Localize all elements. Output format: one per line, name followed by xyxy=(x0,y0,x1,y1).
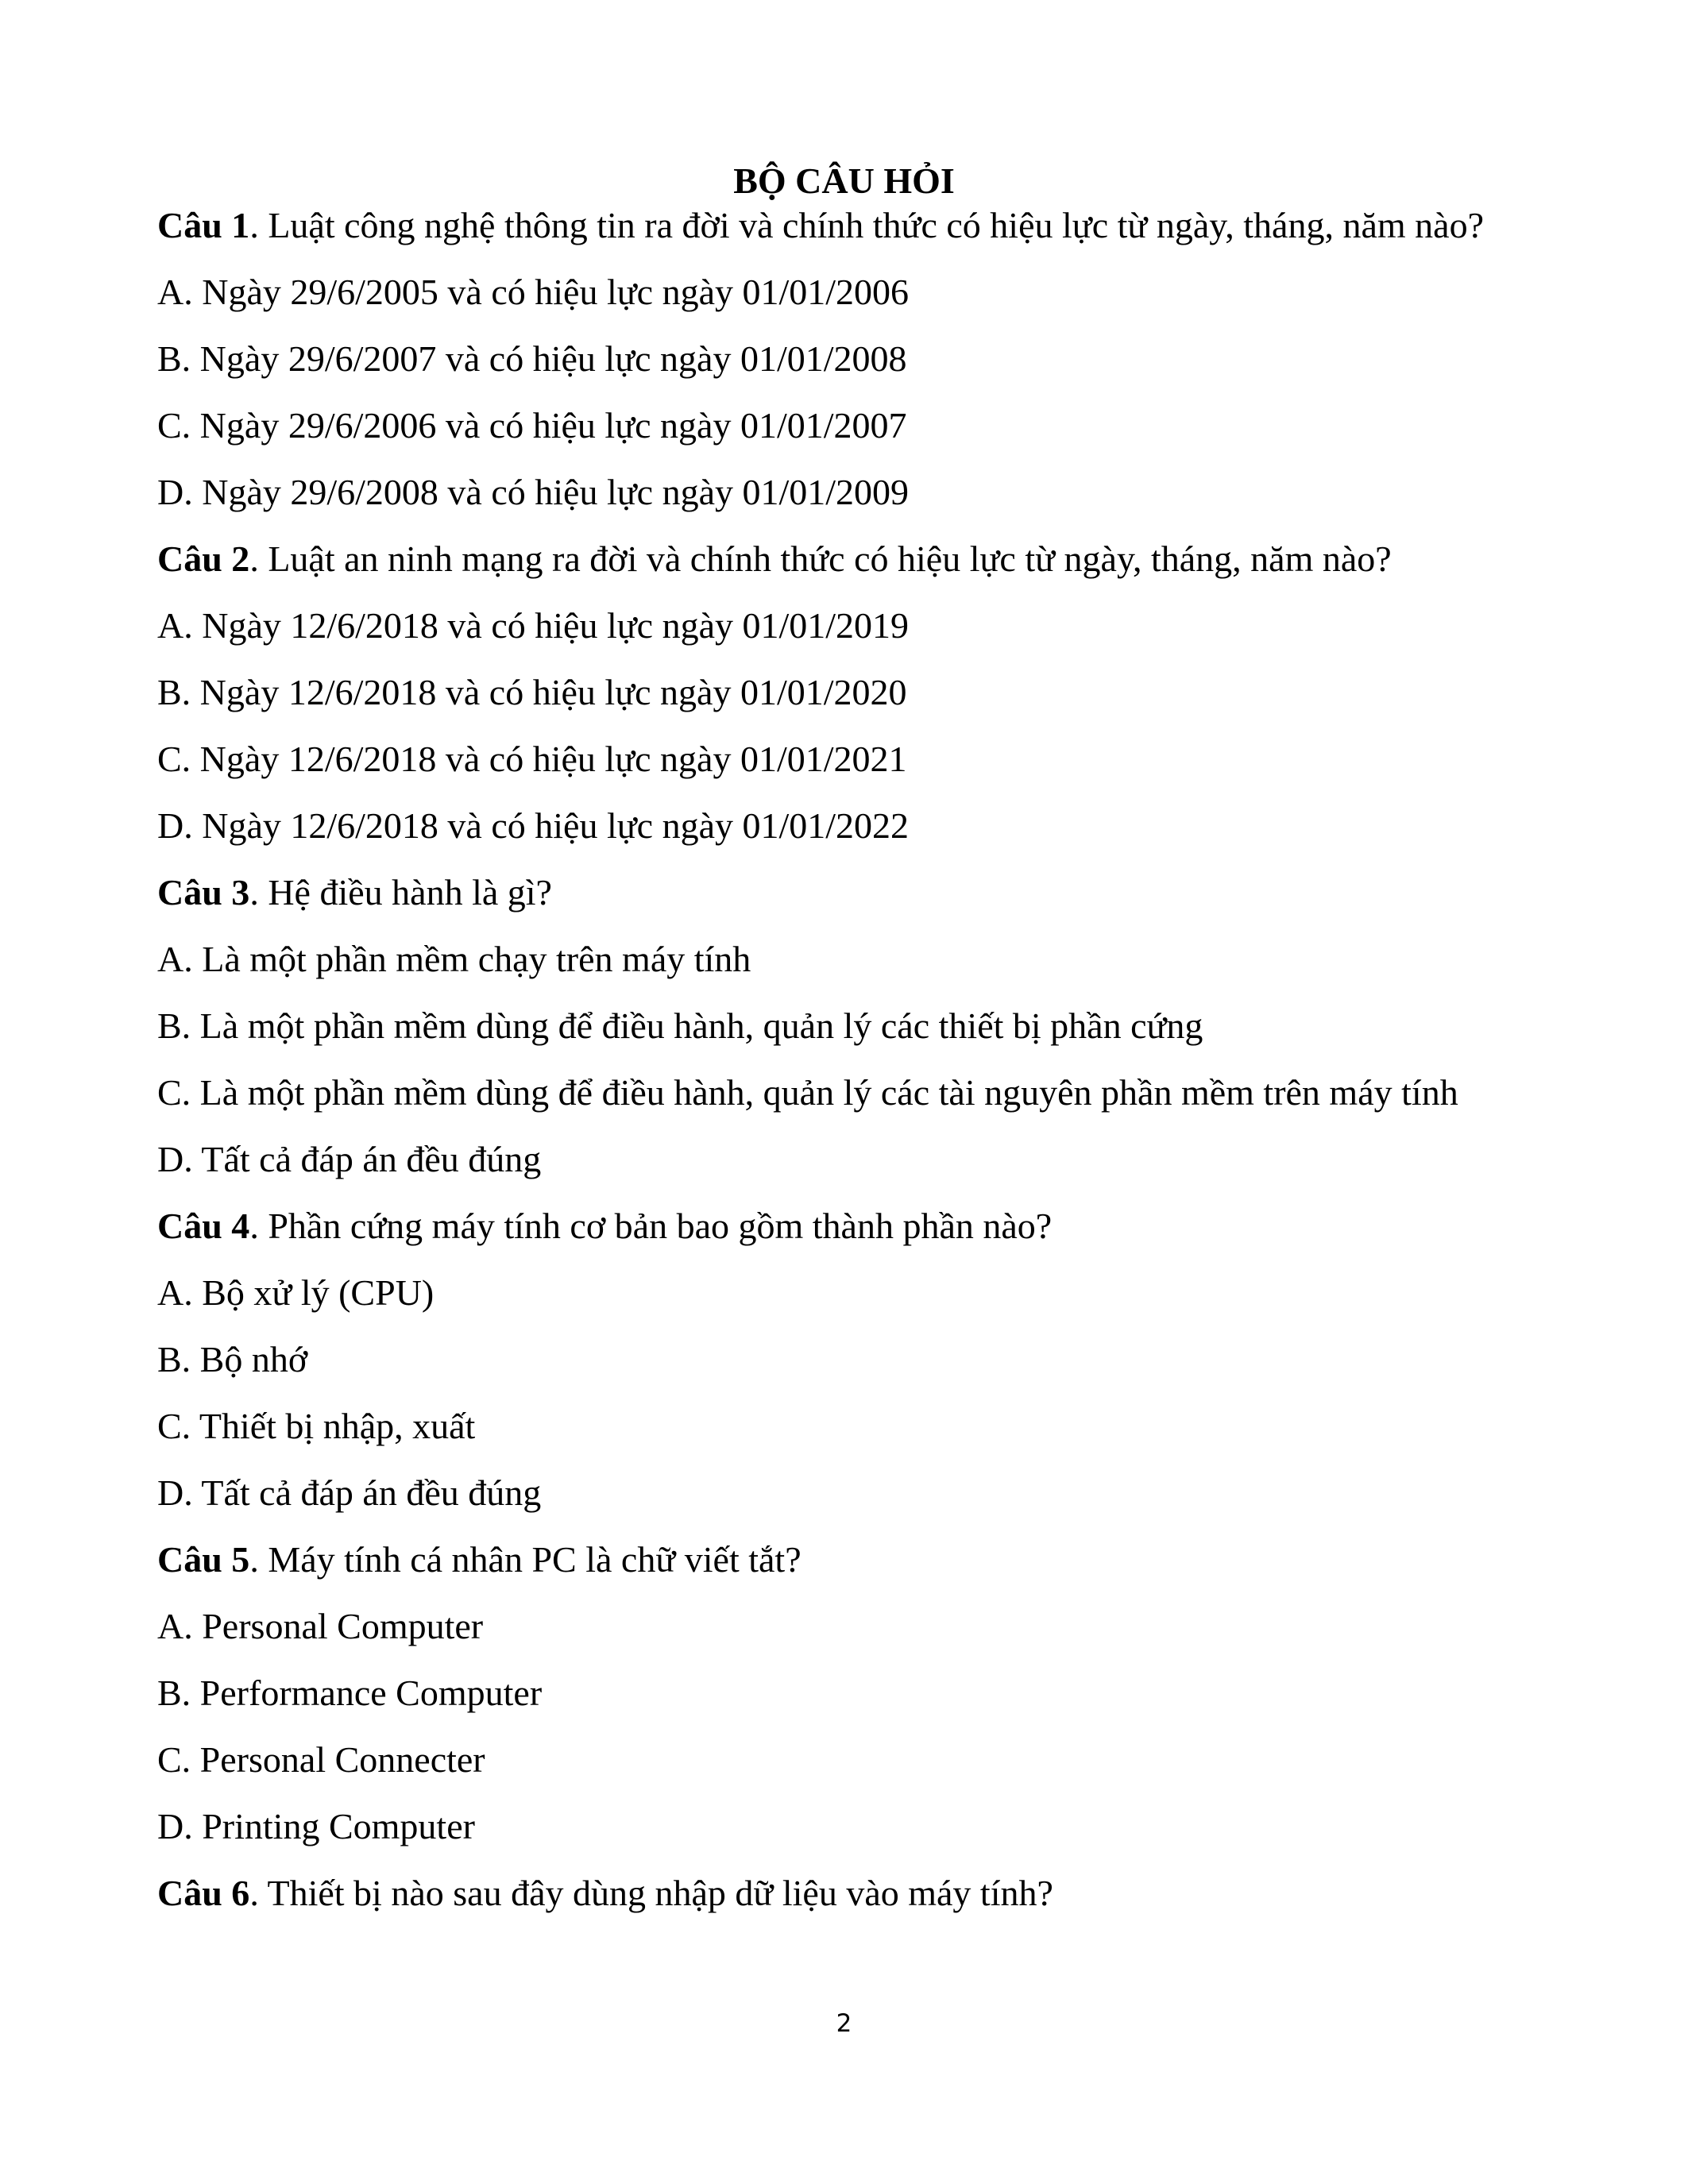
question-2-option-d: D. Ngày 12/6/2018 và có hiệu lực ngày 01/01/2022 xyxy=(157,805,910,846)
question-3-label: Câu 3 xyxy=(157,872,250,913)
question-2-text: . Luật an ninh mạng ra đời và chính thức có hiệu lực từ ngày, tháng, năm nào? xyxy=(249,538,1392,579)
question-6-label: Câu 6 xyxy=(157,1873,250,1913)
question-1-option-d: D. Ngày 29/6/2008 và có hiệu lực ngày 01/01/2009 xyxy=(157,472,910,512)
question-3-text: . Hệ điều hành là gì? xyxy=(249,872,552,913)
question-5-option-c: C. Personal Connecter xyxy=(157,1739,485,1780)
page-number: 2 xyxy=(836,2009,852,2038)
question-1 xyxy=(157,192,1555,259)
question-2-option-c: C. Ngày 12/6/2018 và có hiệu lực ngày 01/01/2021 xyxy=(157,739,907,779)
question-3 xyxy=(157,859,1555,926)
question-1-label: Câu 1 xyxy=(157,205,250,245)
question-5-option-d: D. Printing Computer xyxy=(157,1806,475,1846)
question-1-text: . Luật công nghệ thông tin ra đời và chính thức có hiệu lực từ ngày, tháng, năm nào? xyxy=(249,205,1484,245)
question-5-option-a: A. Personal Computer xyxy=(157,1606,484,1646)
question-4-option-d: D. Tất cả đáp án đều đúng xyxy=(157,1472,542,1513)
question-5-text: . Máy tính cá nhân PC là chữ viết tắt? xyxy=(249,1539,802,1580)
question-2-label: Câu 2 xyxy=(157,538,250,579)
question-4-label: Câu 4 xyxy=(157,1206,250,1246)
question-2 xyxy=(157,526,1555,592)
page-title: BỘ CÂU HỎI xyxy=(733,160,955,201)
question-1-option-c: C. Ngày 29/6/2006 và có hiệu lực ngày 01/01/2007 xyxy=(157,405,907,446)
question-4-option-c: C. Thiết bị nhập, xuất xyxy=(157,1406,476,1446)
question-3-option-b: B. Là một phần mềm dùng để điều hành, quản lý các thiết bị phần cứng xyxy=(157,1005,1203,1046)
question-1-option-a: A. Ngày 29/6/2005 và có hiệu lực ngày 01/01/2006 xyxy=(157,272,910,312)
question-1-option-b: B. Ngày 29/6/2007 và có hiệu lực ngày 01/01/2008 xyxy=(157,338,907,379)
question-6-text: . Thiết bị nào sau đây dùng nhập dữ liệu vào máy tính? xyxy=(249,1873,1053,1913)
question-2-option-a: A. Ngày 12/6/2018 và có hiệu lực ngày 01/01/2019 xyxy=(157,605,910,646)
question-3-option-d: D. Tất cả đáp án đều đúng xyxy=(157,1139,542,1179)
question-5-label: Câu 5 xyxy=(157,1539,250,1580)
question-5 xyxy=(157,1526,1555,1593)
question-4-option-a: A. Bộ xử lý (CPU) xyxy=(157,1272,435,1313)
question-list xyxy=(157,192,1555,1927)
question-4-option-b: B. Bộ nhớ xyxy=(157,1339,308,1379)
question-3-option-a: A. Là một phần mềm chạy trên máy tính xyxy=(157,939,751,979)
question-3-option-c: C. Là một phần mềm dùng để điều hành, quản lý các tài nguyên phần mềm trên máy tính xyxy=(157,1072,1458,1113)
question-2-option-b: B. Ngày 12/6/2018 và có hiệu lực ngày 01/01/2020 xyxy=(157,672,907,712)
question-4 xyxy=(157,1193,1555,1260)
question-5-option-b: B. Performance Computer xyxy=(157,1673,543,1713)
question-4-text: . Phần cứng máy tính cơ bản bao gồm thành phần nào? xyxy=(249,1206,1053,1246)
question-6 xyxy=(157,1860,1555,1927)
